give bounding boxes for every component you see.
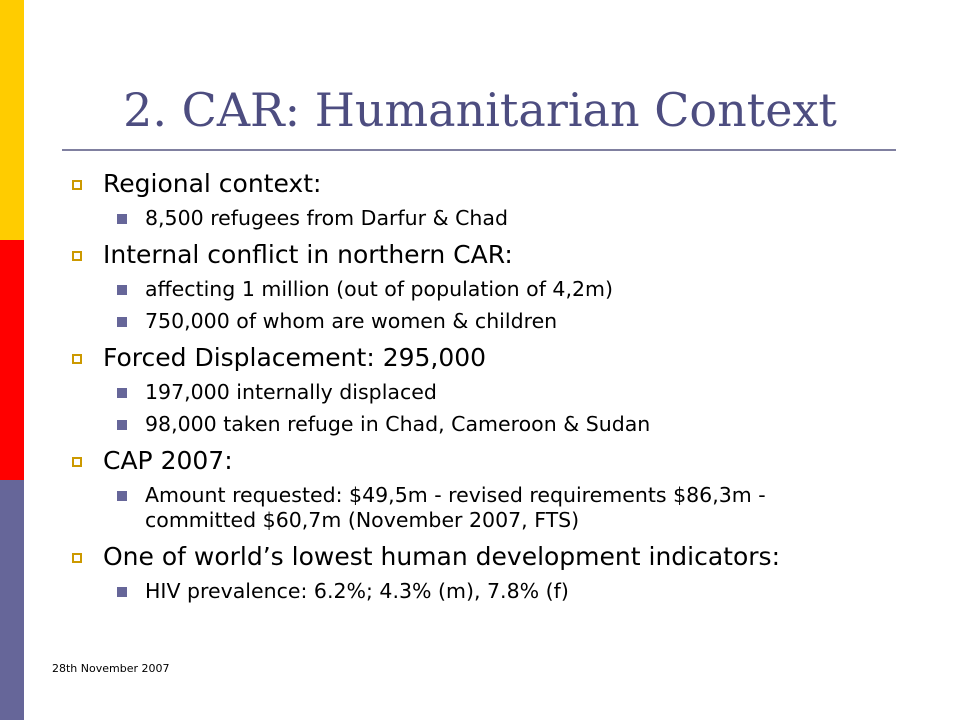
level2-bullet	[100, 206, 860, 231]
slide-title: 2. CAR: Humanitarian Context	[123, 83, 837, 137]
level2-text: 8,500 refugees from Darfur & Chad	[145, 206, 508, 230]
section-regional-context	[100, 168, 860, 231]
bullet-list	[100, 160, 860, 604]
hollow-square-bullet-icon	[72, 180, 82, 190]
level1-text: Regional context:	[103, 169, 322, 198]
hollow-square-bullet-icon	[72, 251, 82, 261]
level1-bullet	[100, 168, 860, 199]
filled-square-bullet-icon	[117, 317, 127, 327]
filled-square-bullet-icon	[117, 285, 127, 295]
accent-stripe-red	[0, 240, 24, 480]
accent-stripe-blue	[0, 480, 24, 720]
section-forced-displacement	[100, 342, 860, 437]
level1-text: Internal conflict in northern CAR:	[103, 240, 513, 269]
level2-text: 98,000 taken refuge in Chad, Cameroon & Sudan	[145, 412, 651, 436]
level2-bullet	[100, 412, 860, 437]
filled-square-bullet-icon	[117, 214, 127, 224]
level2-bullet	[100, 309, 860, 334]
level1-bullet	[100, 541, 860, 572]
level2-text: Amount requested: $49,5m - revised requirements $86,3m - committed $60,7m (November 2007, FTS)	[145, 483, 766, 532]
title-divider	[62, 149, 896, 151]
filled-square-bullet-icon	[117, 388, 127, 398]
level2-text: HIV prevalence: 6.2%; 4.3% (m), 7.8% (f)	[145, 579, 569, 603]
section-human-development	[100, 541, 860, 604]
hollow-square-bullet-icon	[72, 457, 82, 467]
level2-bullet	[100, 277, 860, 302]
slide-footer-date: 28th November 2007	[52, 662, 170, 675]
filled-square-bullet-icon	[117, 420, 127, 430]
hollow-square-bullet-icon	[72, 553, 82, 563]
level1-text: CAP 2007:	[103, 446, 233, 475]
level2-bullet	[100, 579, 860, 604]
level1-bullet	[100, 342, 860, 373]
level2-text: 197,000 internally displaced	[145, 380, 437, 404]
filled-square-bullet-icon	[117, 587, 127, 597]
section-cap-2007	[100, 445, 860, 533]
level2-bullet	[100, 483, 860, 533]
level2-bullet	[100, 380, 860, 405]
level2-text: 750,000 of whom are women & children	[145, 309, 558, 333]
level1-text: One of world’s lowest human development indicators:	[103, 542, 781, 571]
level2-text: affecting 1 million (out of population of 4,2m)	[145, 277, 613, 301]
level1-text: Forced Displacement: 295,000	[103, 343, 487, 372]
section-internal-conflict	[100, 239, 860, 334]
level1-bullet	[100, 445, 860, 476]
hollow-square-bullet-icon	[72, 354, 82, 364]
level1-bullet	[100, 239, 860, 270]
filled-square-bullet-icon	[117, 491, 127, 501]
